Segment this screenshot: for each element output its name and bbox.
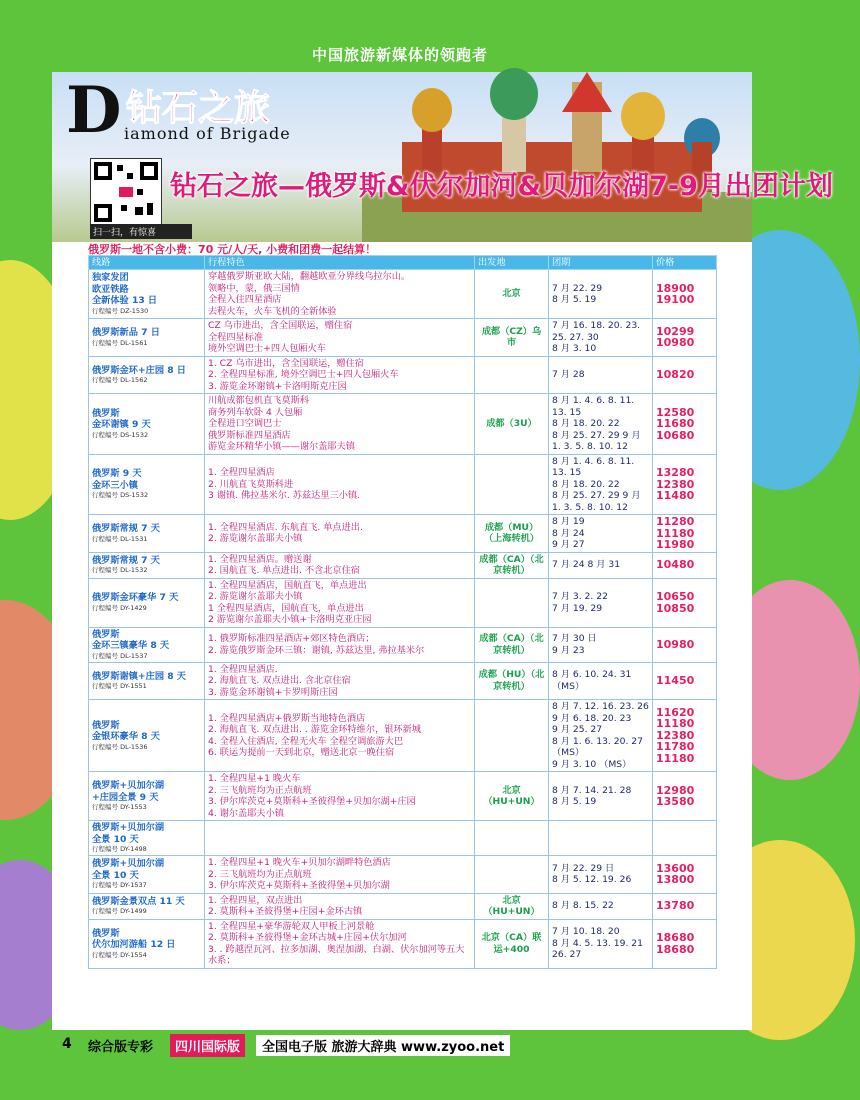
date-line: 8 月 4. 5. 13. 19. 21 26. 27: [552, 937, 644, 961]
route-code: 行程编号 DS-1532: [92, 491, 149, 500]
table-row: [89, 627, 717, 662]
col-departure: 出发地: [475, 256, 549, 270]
date-line: 8 月 1. 6. 13. 20. 27 （MS）: [552, 735, 644, 758]
date-line: 7 月 16. 18. 20. 23. 25. 27. 30: [552, 320, 641, 343]
price-value: 12580: [656, 405, 695, 419]
route-code: 行程编号 DL-1561: [92, 338, 148, 347]
route-cell: [89, 893, 205, 919]
feature-line: 2. 游览俄罗斯金环三镇：谢镇, 苏兹达里, 弗拉基米尔: [208, 644, 425, 656]
date-line: 7 月 3. 2. 22: [552, 591, 608, 602]
date-line: 9 月 25. 27: [552, 724, 603, 735]
feature-line: 4. 谢尔盖耶夫小镇: [208, 807, 284, 819]
route-line: 全新体验 13 日: [92, 295, 158, 307]
qr-code: [90, 158, 162, 226]
route-line: 金环谢镇 9 天: [92, 419, 151, 431]
header-banner: [52, 72, 833, 242]
route-line: 俄罗斯: [92, 628, 120, 640]
table-row: [89, 821, 717, 856]
date-line: 7 月 24 8 月 31: [552, 559, 621, 571]
route-line: 独家发团: [92, 272, 129, 284]
feature-line: 3 谢镇. 佛拉基米尔. 苏兹达里三小镇.: [208, 490, 360, 501]
departure-cell: [475, 454, 549, 515]
route-cell: [89, 356, 205, 394]
feature-line: 俄罗斯标准四星酒店: [208, 429, 291, 441]
price-value: 11680: [656, 417, 695, 430]
feature-line: 川航成都包机直飞莫斯科: [208, 395, 310, 406]
route-cell: [89, 856, 205, 894]
features-cell: [205, 627, 475, 662]
price-value: 19100: [656, 293, 695, 306]
feature-line: 2. 三飞航班均为正点航班: [208, 868, 312, 880]
dates-cell: [549, 578, 653, 627]
price-value: 13600: [656, 861, 695, 875]
feature-line: 1. 全程四星+豪华游轮双人甲板上河景舱: [208, 920, 375, 932]
feature-line: 2. 三飞航班均为正点航班: [208, 784, 312, 796]
features-cell: [205, 772, 475, 821]
route-cell: [89, 515, 205, 553]
table-row: [89, 856, 717, 894]
route-code: 行程编号 DY-1498: [92, 845, 147, 853]
route-code: 行程编号 DL-1537: [92, 651, 148, 660]
price-value: 10650: [656, 590, 695, 603]
feature-line: 穿越俄罗斯亚欧大陆，翻越欧亚分界线乌拉尔山。: [208, 271, 411, 282]
logo-letter: D: [66, 73, 122, 148]
route-code: 行程编号 DL-1532: [92, 566, 148, 575]
feature-line: 全程入住四星酒店: [208, 294, 282, 305]
date-line: 8 月 7. 12. 16. 23. 26: [552, 701, 649, 712]
col-price: 价格: [653, 256, 717, 270]
table-row: [89, 270, 717, 319]
feature-line: 1. 全程四星酒店，国航直飞，单点进出: [208, 579, 367, 591]
features-cell: [205, 662, 475, 700]
date-line: 8 月 6. 10. 24. 31 （MS）: [552, 669, 632, 692]
price-value: 12380: [656, 728, 695, 742]
route-cell: [89, 821, 205, 856]
route-cell: [89, 319, 205, 357]
route-line: 俄罗斯金环+庄园 8 日: [92, 364, 186, 376]
dates-cell: [549, 319, 653, 357]
date-line: 9 月 6. 18. 20. 23: [552, 712, 632, 724]
route-cell: [89, 454, 205, 515]
date-line: 7 月 22. 29 日: [552, 862, 615, 874]
route-line: 俄罗斯新品 7 日: [92, 327, 160, 338]
dates-cell: [549, 552, 653, 578]
feature-line: 1. 全程四星，双点进出: [208, 894, 303, 906]
table-row: [89, 662, 717, 700]
dates-cell: [549, 270, 653, 319]
dates-cell: [549, 772, 653, 821]
route-cell: [89, 394, 205, 455]
price-cell: [653, 893, 717, 919]
feature-line: 2. 游览谢尔盖耶夫小镇: [208, 591, 303, 602]
table-header-row: [89, 256, 717, 270]
features-cell: [205, 270, 475, 319]
feature-line: 2. 游览谢尔盖耶夫小镇: [208, 533, 303, 545]
departure-cell: 成都（MU）（上海转机）: [475, 515, 549, 553]
feature-line: 全程四星标准: [208, 331, 264, 343]
price-value: 13280: [656, 466, 695, 479]
dates-cell: [549, 454, 653, 515]
table-row: [89, 515, 717, 553]
feature-line: CZ 乌市进出，含全国联运，赠住宿: [208, 320, 353, 331]
date-line: 7 月 30 日: [552, 633, 597, 644]
date-line: 8 月 1. 4. 6. 8. 11. 13. 15: [552, 455, 635, 478]
departure-cell: [475, 700, 549, 772]
dates-cell: [549, 356, 653, 394]
date-line: 8 月 5. 19: [552, 294, 597, 305]
logo-en: iamond of Brigade: [124, 124, 291, 143]
route-line: 俄罗斯: [92, 407, 120, 419]
date-line: 9 月 27: [552, 539, 585, 550]
feature-line: 1 全程四星酒店，国航直飞，单点进出: [208, 602, 364, 614]
feature-line: 2 游览谢尔盖耶夫小镇+卡洛明克亚庄园: [208, 614, 372, 625]
price-value: 11180: [656, 526, 695, 540]
route-cell: [89, 772, 205, 821]
price-value: 11280: [656, 515, 695, 528]
feature-line: 3. 游览金环谢镇+卡洛明斯克庄园: [208, 380, 347, 392]
route-line: 俄罗斯常规 7 天: [92, 554, 160, 566]
price-value: 11620: [656, 705, 695, 719]
features-cell: [205, 700, 475, 772]
features-cell: [205, 919, 475, 968]
qr-caption: 扫一扫，有惊喜: [90, 224, 192, 239]
route-code: 行程编号 DY-1551: [92, 682, 147, 690]
route-cell: [89, 700, 205, 772]
feature-line: 领略中，蒙，俄三国情: [208, 282, 300, 294]
route-line: 俄罗斯金环豪华 7 天: [92, 592, 179, 604]
page-title: 钻石之旅—俄罗斯&伏尔加河&贝加尔湖7-9月出团计划: [170, 171, 833, 202]
footer-site: 全国电子版 旅游大辞典 www.zyoo.net: [256, 1035, 510, 1056]
feature-line: 2. 海航直飞. 双点进出. 含北京住宿: [208, 675, 351, 686]
logo: [66, 73, 326, 148]
price-cell: [653, 578, 717, 627]
price-value: 13780: [656, 899, 695, 913]
route-code: 行程编号 DY-1429: [92, 603, 147, 612]
price-cell: [653, 552, 717, 578]
feature-line: 3. 游览金环谢镇+卡罗明斯庄园: [208, 686, 338, 698]
route-line: 俄罗斯+贝加尔湖: [92, 822, 165, 833]
route-code: 行程编号 DS-1532: [92, 430, 149, 439]
price-value: 10850: [656, 601, 695, 615]
route-code: 行程编号 DY-1499: [92, 907, 147, 916]
dates-cell: [549, 700, 653, 772]
route-cell: [89, 662, 205, 700]
col-dates: 团期: [549, 256, 653, 270]
departure-cell: 北京（HU+UN）: [475, 893, 549, 919]
price-cell: [653, 454, 717, 515]
feature-line: 4. 全程入住酒店, 全程无火车 全程空调旅游大巴: [208, 735, 404, 747]
tip-notice: 俄罗斯一地不含小费：70 元/人/天, 小费和团费一起结算！: [88, 243, 377, 256]
feature-line: 2. 川航直飞莫斯科进: [208, 478, 294, 490]
departure-cell: 成都（3U）: [475, 394, 549, 455]
route-line: 俄罗斯+贝加尔湖: [92, 780, 165, 791]
feature-line: 2. 全程四星标准, 境外空调巴士+四人包厢火车: [208, 369, 399, 380]
route-line: 欧亚铁路: [92, 283, 129, 295]
departure-cell: 北京: [475, 270, 549, 319]
dates-cell: [549, 821, 653, 856]
table-row: [89, 893, 717, 919]
top-banner: 中国旅游新媒体的领跑者: [311, 46, 488, 64]
table-row: [89, 700, 717, 772]
date-line: 9 月 3. 10 （MS）: [552, 758, 632, 770]
feature-line: 1. 全程四星+1 晚火车: [208, 773, 301, 784]
price-value: 10299: [656, 324, 695, 338]
col-features: 行程特色: [205, 256, 475, 270]
date-line: 8 月 18. 20. 22: [552, 418, 620, 429]
table-row: [89, 772, 717, 821]
route-line: 金银环豪华 8 天: [92, 731, 160, 742]
route-line: 俄罗斯 9 天: [92, 468, 142, 480]
price-value: 18680: [656, 931, 695, 944]
price-cell: [653, 627, 717, 662]
date-line: 8 月 1. 4. 6. 8. 11. 13. 15: [552, 395, 635, 418]
table-row: [89, 454, 717, 515]
date-line: 7 月 28: [552, 369, 585, 380]
route-line: 俄罗斯常规 7 天: [92, 523, 160, 534]
departure-cell: 北京（CA）联运+400: [475, 919, 549, 968]
price-cell: [653, 515, 717, 553]
features-cell: [205, 856, 475, 894]
price-value: 18680: [656, 942, 695, 956]
date-line: 8 月 5. 12. 19. 26: [552, 874, 632, 886]
departure-cell: [475, 356, 549, 394]
price-cell: [653, 319, 717, 357]
price-value: 13800: [656, 873, 695, 887]
dates-cell: [549, 919, 653, 968]
price-value: 12980: [656, 783, 695, 797]
price-value: 10820: [656, 368, 695, 381]
departure-cell: 北京（HU+UN）: [475, 772, 549, 821]
price-value: 18900: [656, 281, 695, 295]
feature-line: 1. 全程四星酒店+俄罗斯当地特色酒店: [208, 712, 366, 724]
route-line: 俄罗斯: [92, 927, 120, 939]
feature-line: 3. 伊尔库茨克+莫斯科+圣彼得堡+贝加尔湖: [208, 880, 390, 891]
footer-section: 综合版专彩: [88, 1040, 154, 1055]
feature-line: 1. 全程四星酒店: [208, 467, 275, 478]
feature-line: 2. 莫斯科+圣彼得堡+庄园+金环古镇: [208, 906, 363, 917]
departure-cell: 成都（CA）（北京转机）: [475, 627, 549, 662]
features-cell: [205, 454, 475, 515]
table-row: [89, 356, 717, 394]
date-line: 8 月 25. 27. 29 9 月 1. 3. 5. 8. 10. 12: [552, 429, 641, 452]
date-line: 8 月 5. 19: [552, 796, 597, 807]
route-line: 金环三小镇: [92, 479, 138, 491]
feature-line: 1. 俄罗斯标准四星酒店+郊区特色酒店；: [208, 633, 375, 644]
price-cell: [653, 662, 717, 700]
table-row: [89, 919, 717, 968]
date-line: 8 月 7. 14. 21. 28: [552, 784, 632, 796]
price-value: 10480: [656, 558, 695, 572]
route-code: 行程编号 DL-1562: [92, 376, 148, 384]
price-cell: [653, 821, 717, 856]
features-cell: [205, 821, 475, 856]
route-line: 全景 10 天: [92, 833, 139, 845]
date-line: 7 月 10. 18. 20: [552, 926, 620, 938]
route-line: 全景 10 天: [92, 869, 139, 881]
departure-cell: 成都（CA）（北京转机）: [475, 552, 549, 578]
route-code: 行程编号 DL-1531: [92, 534, 148, 543]
price-cell: [653, 919, 717, 968]
features-cell: [205, 552, 475, 578]
price-cell: [653, 270, 717, 319]
route-code: 行程编号 DY-1554: [92, 950, 147, 959]
route-code: 行程编号 DZ-1530: [92, 306, 149, 315]
route-code: 行程编号 DL-1536: [92, 742, 148, 751]
table-row: [89, 319, 717, 357]
price-cell: [653, 356, 717, 394]
feature-line: 3. . 跨越涅瓦河、拉多加湖、奥涅加湖、白湖、伏尔加河等五大水系；: [208, 943, 465, 966]
feature-line: 1. 全程四星酒店.: [208, 663, 278, 675]
departure-cell: 成都（HU）（北京转机）: [475, 662, 549, 700]
route-code: 行程编号 DY-1553: [92, 803, 147, 811]
feature-line: 商务列车软卧 4 人包厢: [208, 406, 303, 418]
feature-line: 1. 全程四星酒店。赠送谢: [208, 553, 312, 565]
price-value: 11450: [656, 674, 695, 687]
footer-tag: 四川国际版: [170, 1034, 245, 1057]
content-page: [52, 72, 833, 1030]
route-line: 俄罗斯: [92, 719, 120, 731]
route-line: 俄罗斯金景双点 11 天: [92, 895, 185, 907]
route-cell: [89, 627, 205, 662]
price-cell: [653, 700, 717, 772]
col-route: 线路: [89, 256, 205, 270]
price-value: 10980: [656, 637, 695, 651]
route-cell: [89, 270, 205, 319]
price-value: 13580: [656, 795, 695, 808]
dates-cell: [549, 394, 653, 455]
logo-cn: 钻石之旅: [126, 88, 271, 129]
price-cell: [653, 856, 717, 894]
date-line: 7 月 22. 29: [552, 282, 603, 294]
price-value: 11180: [656, 751, 695, 765]
dates-cell: [549, 515, 653, 553]
features-cell: [205, 394, 475, 455]
table-row: [89, 552, 717, 578]
price-value: 10680: [656, 428, 695, 442]
route-line: 伏尔加河游船 12 日: [92, 939, 176, 950]
date-line: 9 月 23: [552, 644, 585, 656]
feature-line: 2. 国航直飞. 单点进出. 不含北京住宿: [208, 565, 360, 576]
route-cell: [89, 919, 205, 968]
departure-cell: 成都（CZ）乌市: [475, 319, 549, 357]
price-value: 11980: [656, 538, 695, 551]
price-cell: [653, 394, 717, 455]
dates-cell: [549, 856, 653, 894]
dates-cell: [549, 627, 653, 662]
dates-cell: [549, 893, 653, 919]
table-body: [89, 270, 717, 969]
price-cell: [653, 772, 717, 821]
departure-cell: [475, 578, 549, 627]
feature-line: 1. 全程四星+1 晚火车+贝加尔湖畔特色酒店: [208, 857, 391, 868]
price-value: 11480: [656, 489, 695, 502]
itinerary-table: [88, 255, 717, 969]
feature-line: 全程进口空调巴士: [208, 418, 282, 429]
footer: [52, 1034, 752, 1056]
date-line: 8 月 3. 10: [552, 343, 597, 354]
features-cell: [205, 578, 475, 627]
table-row: [89, 394, 717, 455]
feature-line: 2. 莫斯科+圣彼得堡+金环古城+庄园+伏尔加河: [208, 932, 407, 943]
date-line: 8 月 19: [552, 516, 585, 527]
date-line: 8 月 24: [552, 527, 585, 539]
feature-line: 3. 伊尔库茨克+莫斯科+圣彼得堡+贝加尔湖+庄园: [208, 796, 416, 807]
date-line: 8 月 8. 15. 22: [552, 900, 614, 912]
feature-line: 游览金环精华小镇——谢尔盖耶夫镇: [208, 441, 355, 452]
departure-cell: [475, 856, 549, 894]
feature-line: 1. 全程四星酒店. 东航直飞. 单点进出.: [208, 521, 363, 533]
feature-line: 2. 海航直飞. 双点进出. . 游览金环特维尔，银环新城: [208, 724, 421, 735]
features-cell: [205, 319, 475, 357]
page-number: 4: [62, 1036, 72, 1052]
route-line: 俄罗斯谢镇+庄园 8 天: [92, 670, 186, 682]
cathedral-illustration: [362, 72, 752, 242]
departure-cell: [475, 821, 549, 856]
features-cell: [205, 356, 475, 394]
features-cell: [205, 893, 475, 919]
route-cell: [89, 552, 205, 578]
feature-line: 6. 联运为提前一天到北京，赠送北京一晚住宿: [208, 747, 395, 758]
route-code: 行程编号 DY-1537: [92, 881, 147, 890]
date-line: 8 月 25. 27. 29 9 月 1. 3. 5. 8. 10. 12: [552, 490, 641, 513]
route-line: 俄罗斯+贝加尔湖: [92, 858, 165, 870]
price-value: 11780: [656, 740, 695, 754]
feature-line: 境外空调巴士+四人包厢火车: [208, 343, 326, 354]
route-line: 金环三镇豪华 8 天: [92, 640, 170, 651]
price-value: 11180: [656, 717, 695, 731]
date-line: 7 月 19. 29: [552, 602, 603, 614]
feature-line: 去程火车，火车飞机的全新体验: [208, 305, 337, 317]
table-row: [89, 578, 717, 627]
price-value: 12380: [656, 477, 695, 491]
route-cell: [89, 578, 205, 627]
feature-line: 1. CZ 乌市进出，含全国联运，赠住宿: [208, 357, 364, 369]
date-line: 8 月 18. 20. 22: [552, 478, 620, 490]
price-value: 10980: [656, 336, 695, 350]
features-cell: [205, 515, 475, 553]
route-line: +庄园全景 9 天: [92, 791, 159, 803]
dates-cell: [549, 662, 653, 700]
